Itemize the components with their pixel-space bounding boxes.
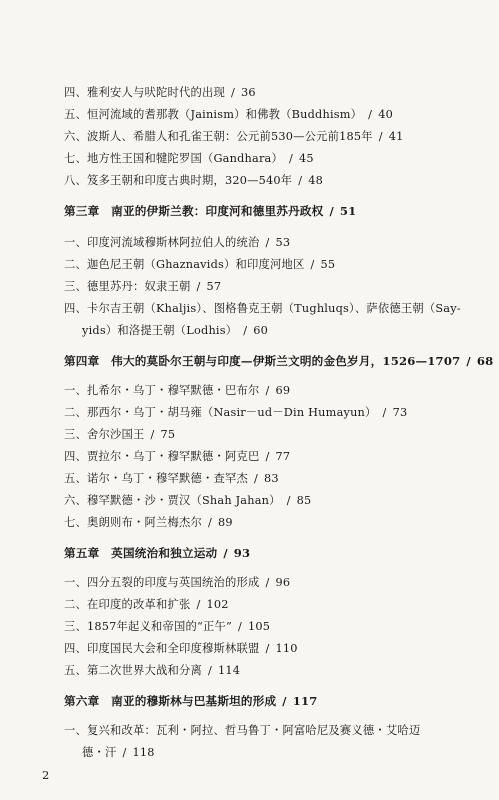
entry-separator: /	[265, 450, 270, 463]
entry-separator: /	[466, 354, 471, 368]
entry-page: 83	[263, 472, 279, 485]
entry-page: 57	[206, 280, 222, 293]
entry-separator: /	[286, 494, 291, 507]
entry-title: 二、迦色尼王朝（Ghaznavids）和印度河地区	[64, 258, 305, 271]
entry-page: 48	[308, 174, 324, 187]
entry-title: 四、印度国民大会和全印度穆斯林联盟	[64, 642, 260, 655]
entry-separator: /	[288, 152, 293, 165]
toc-entry	[64, 130, 475, 144]
entry-page: 75	[160, 428, 176, 441]
entry-page: 118	[132, 746, 155, 759]
entry-title: 一、印度河流域穆斯林阿拉伯人的统治	[64, 236, 260, 249]
toc-entry	[64, 236, 475, 250]
entry-page: 102	[206, 598, 229, 611]
toc-entry	[64, 302, 475, 316]
entry-title: 一、扎希尔・乌丁・穆罕默德・巴布尔	[64, 384, 260, 397]
entry-title: 二、在印度的改革和扩张	[64, 598, 191, 611]
entry-page: 93	[233, 546, 251, 560]
toc-entry	[64, 620, 475, 634]
entry-separator: /	[282, 694, 287, 708]
chapter-heading	[64, 694, 475, 708]
entry-separator: /	[243, 324, 248, 337]
entry-page: 73	[392, 406, 408, 419]
chapter-title: 第三章 南亚的伊斯兰教：印度河和德里苏丹政权	[64, 204, 324, 218]
chapter-title: 第四章 伟大的莫卧尔王朝与印度—伊斯兰文明的金色岁月，1526—1707	[64, 354, 461, 368]
entry-title: 六、穆罕默德・沙・贾汉（Shah Jahan）	[64, 494, 281, 507]
entry-title: 德・汗	[82, 746, 117, 759]
toc-entry	[64, 108, 475, 122]
chapter-title: 第五章 英国统治和独立运动	[64, 546, 218, 560]
entry-page: 60	[253, 324, 269, 337]
entry-title: 三、1857年起义和帝国的“正午”	[64, 620, 232, 633]
entry-separator: /	[207, 516, 212, 529]
toc-entry	[64, 384, 475, 398]
toc-entry	[64, 406, 475, 420]
entry-page: 96	[275, 576, 291, 589]
toc-entry	[64, 450, 475, 464]
entry-title: 三、舍尔沙国王	[64, 428, 145, 441]
entry-title: 六、波斯人、希腊人和孔雀王朝：公元前530—公元前185年	[64, 130, 373, 143]
entry-separator: /	[237, 620, 242, 633]
entry-title: 三、德里苏丹：奴隶王朝	[64, 280, 191, 293]
entry-title: 七、地方性王国和犍陀罗国（Gandhara）	[64, 152, 283, 165]
toc-entry	[64, 516, 475, 530]
entry-separator: /	[265, 236, 270, 249]
chapter-title: 第六章 南亚的穆斯林与巴基斯坦的形成	[64, 694, 277, 708]
entry-title: 四、贾拉尔・乌丁・穆罕默德・阿克巴	[64, 450, 260, 463]
entry-page: 77	[275, 450, 291, 463]
toc-entry	[64, 664, 475, 678]
entry-separator: /	[265, 384, 270, 397]
toc-entry	[64, 280, 475, 294]
entry-title: 二、那西尔・乌丁・胡马雍（Nasir－ud－Din Humayun）	[64, 406, 377, 419]
entry-page: 89	[217, 516, 233, 529]
chapter-heading	[64, 354, 494, 368]
entry-separator: /	[329, 204, 334, 218]
chapter-heading	[64, 546, 475, 560]
toc-entry	[64, 494, 475, 508]
entry-separator: /	[207, 664, 212, 677]
entry-separator: /	[223, 546, 228, 560]
entry-title: 五、第二次世界大战和分离	[64, 664, 202, 677]
entry-separator: /	[378, 130, 383, 143]
entry-page: 40	[378, 108, 393, 121]
entry-separator: /	[196, 598, 201, 611]
entry-separator: /	[196, 280, 201, 293]
entry-page: 110	[275, 642, 298, 655]
entry-separator: /	[382, 406, 387, 419]
entry-page: 69	[275, 384, 291, 397]
toc-entry	[64, 258, 475, 272]
entry-separator: /	[310, 258, 315, 271]
entry-separator: /	[122, 746, 127, 759]
toc-entry	[64, 152, 475, 166]
entry-page: 105	[247, 620, 271, 633]
entry-title: 七、奥朗则布・阿兰梅杰尔	[64, 516, 202, 529]
toc-entry	[64, 428, 475, 442]
toc-entry	[64, 174, 475, 188]
entry-title: yids）和洛提王朝（Lodhis）	[82, 324, 238, 337]
entry-title: 五、诺尔・乌丁・穆罕默德・查罕杰	[64, 472, 248, 485]
page-number: 2	[42, 768, 50, 782]
entry-title: 四、卡尔吉王朝（Khaljis）、图格鲁克王朝（Tughluqs）、萨依德王朝（Say-	[64, 302, 461, 315]
entry-page: 53	[275, 236, 291, 249]
entry-page: 36	[240, 86, 256, 99]
entry-page: 55	[320, 258, 336, 271]
toc-entry	[64, 472, 475, 486]
entry-separator: /	[150, 428, 155, 441]
toc-entry	[64, 724, 475, 738]
entry-title: 一、复兴和改革：瓦利・阿拉、哲马鲁丁・阿富哈尼及赛义德・艾哈迈	[64, 724, 421, 737]
entry-page: 68	[476, 354, 494, 368]
entry-separator: /	[368, 108, 373, 121]
toc-entry	[64, 86, 475, 100]
toc-entry	[64, 642, 475, 656]
entry-separator: /	[265, 576, 270, 589]
entry-title: 四、雅利安人与吠陀时代的出现	[64, 86, 225, 99]
entry-page: 51	[339, 204, 357, 218]
entry-page: 45	[299, 152, 314, 165]
toc-entry	[64, 576, 475, 590]
entry-title: 五、恒河流域的耆那教（Jainism）和佛教（Buddhism）	[64, 108, 363, 121]
entry-page: 117	[292, 694, 318, 708]
entry-page: 114	[217, 664, 241, 677]
toc-entry	[64, 598, 475, 612]
toc-entry-continuation	[82, 746, 475, 760]
toc-entry-continuation	[82, 324, 475, 338]
entry-page: 41	[388, 130, 404, 143]
entry-separator: /	[253, 472, 258, 485]
entry-page: 85	[296, 494, 312, 507]
entry-separator: /	[265, 642, 270, 655]
entry-title: 一、四分五裂的印度与英国统治的形成	[64, 576, 260, 589]
entry-separator: /	[230, 86, 235, 99]
entry-title: 八、笈多王朝和印度古典时期，320—540年	[64, 174, 293, 187]
chapter-heading	[64, 204, 475, 218]
entry-separator: /	[298, 174, 303, 187]
